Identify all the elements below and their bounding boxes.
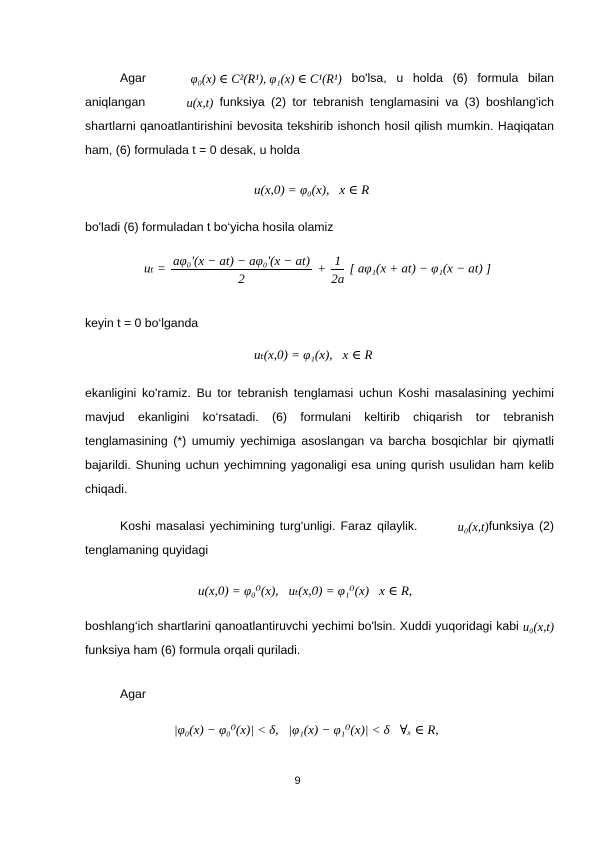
text: funksiya ham (6) formula orqali quriladi.: [85, 643, 301, 657]
text: Koshi masalasi yechimining turg'unligi. Faraz qilaylik.: [120, 519, 423, 533]
paragraph-7: Agar: [120, 687, 146, 701]
paragraph-4: ekanligini ko'ramiz. Bu tor tebranish tenglamasi uchun Koshi masalasining yechimi mavjud ekanligini ko‘rsatadi. (6) formulani keltirib chiqarish tor tebranish tenglamasining (*) umumiy yechimiga asoslangan va barcha bosqichlar bir qiymatli bajarildi. Shuning uchun yechimning yagonaligi esa uning qurish usulidan ham kelib chiqadi.: [85, 386, 554, 496]
paragraph-5: [85, 514, 554, 562]
paragraph-3: keyin t = 0 bo‘lganda: [85, 316, 199, 330]
formula-inline: u₀(x,t): [457, 519, 489, 534]
fraction: $\frac{\text{aφ₀′(x − at) − aφ₀′(x − at)}}{2}$: [172, 253, 310, 286]
formula-inline: φ₀(x) ∈ C²(R¹), φ₁(x) ∈ C¹(R¹): [190, 71, 342, 86]
paragraph-6: [85, 614, 554, 662]
text: boshlang‘ich shartlarini qanoatlantiruvchi yechimi bo'lsin. Xuddi yuqoridagi kabi: [85, 619, 523, 633]
text: funksiya (2) tenglamaning quyidagi: [85, 519, 554, 557]
text: Agar: [120, 71, 156, 85]
equation-2: uₜ = $\frac{\text{aφ₀′(x − at) − aφ₀′(x − at)}}{2}$ + $\frac{1}{2a}$ [ aφ₁(x + at) − φ₁(x − at) ]: [144, 253, 491, 286]
text: bo'lsa, u holda (6) formula bilan aniqlangan: [85, 71, 554, 109]
formula-inline: u(x,t): [186, 95, 214, 110]
equation-3: uₜ(x,0) = φ₁(x), x ∈ R: [254, 347, 373, 362]
page-number: 9: [294, 775, 301, 787]
equation-5: |φ₀(x) − φ₀⁰(x)| < δ, |φ₁(x) − φ₁⁰(x)| < δ ∀ₓ ∈ R,: [174, 722, 439, 737]
equation-4: u(x,0) = φ₀⁰(x), uₜ(x,0) = φ₁⁰(x) x ∈ R,: [198, 583, 413, 598]
formula-inline: u₀(x,t): [522, 619, 554, 634]
fraction: $\frac{1}{2a}$: [331, 253, 345, 286]
paragraph-1: [85, 66, 554, 162]
text: funksiya (2) tor tebranish tenglamasini va (3) boshlang'ich shartlarni qanoatlantirishini bevosita tekshirib ishonch hosil qilish mumkin. Haqiqatan ham, (6) formulada t = 0 desak, u holda: [85, 95, 554, 157]
paragraph-2: bo'ladi (6) formuladan t bo‘yicha hosila olamiz: [85, 220, 334, 234]
equation-1: u(x,0) = φ₀(x), x ∈ R: [254, 182, 370, 197]
